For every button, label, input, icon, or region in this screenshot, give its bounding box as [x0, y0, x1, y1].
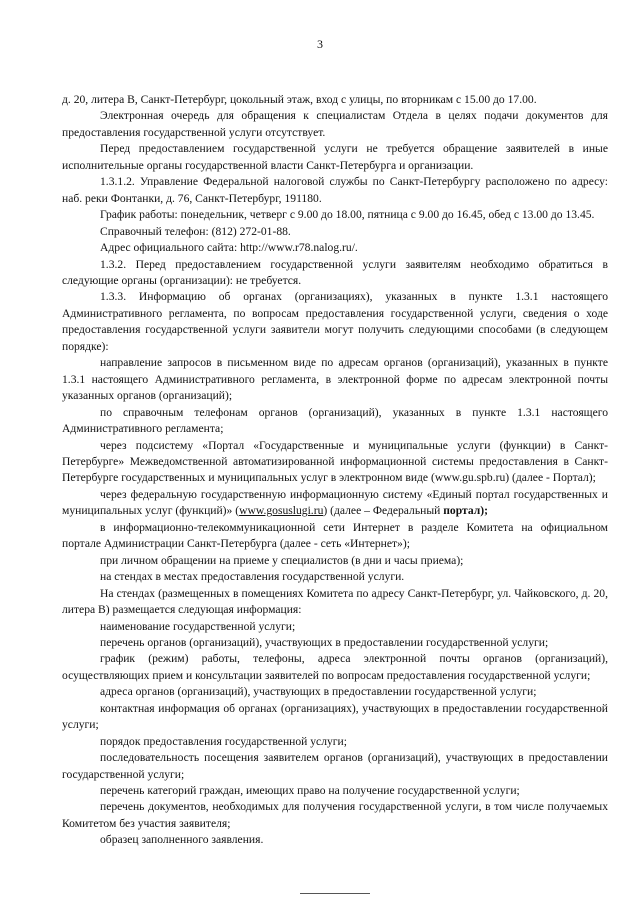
list-item: образец заполненного заявления.: [100, 833, 264, 847]
paragraph: по справочным телефонам органов (организаций), указанных в пункте 1.3.1 настоящего Административного регламента;: [62, 405, 608, 436]
page-number: 3: [317, 37, 323, 51]
gosuslugi-link[interactable]: www.gosuslugi.ru: [239, 504, 324, 518]
document-body: [62, 92, 608, 849]
federal-portal-text-2: ) (далее – Федеральный: [323, 504, 444, 518]
list-item: адреса органов (организаций), участвующих в предоставлении государственной услуги;: [100, 685, 537, 699]
paragraph: Перед предоставлением государственной услуги не требуется обращение заявителей в иные исполнительные органы государственной власти Санкт-Петербурга и организации.: [62, 142, 608, 172]
paragraph: на стендах в местах предоставления государственной услуги.: [100, 570, 405, 584]
paragraph-federal-portal: [62, 487, 608, 520]
federal-portal-text: через федеральную государственную информационную систему «Единый портал государственных и муниципальных услуг (функций)» (: [62, 487, 608, 518]
list-item: контактная информация об органах (организациях), участвующих в предоставлении государственной услуги;: [62, 701, 608, 732]
list-item: перечень органов (организаций), участвующих в предоставлении государственной услуги;: [100, 635, 549, 649]
paragraph: График работы: понедельник, четверг с 9.00 до 18.00, пятница с 9.00 до 16.45, обед с 13.00 до 13.45.: [100, 208, 595, 222]
paragraph: 1.3.1.2. Управление Федеральной налоговой службы по Санкт-Петербургу расположено по адресу: наб. реки Фонтанки, д. 76, Санкт-Петербург, 191180.: [62, 175, 608, 205]
paragraph: при личном обращении на приеме у специалистов (в дни и часы приема);: [100, 553, 464, 567]
list-item: наименование государственной услуги;: [100, 619, 296, 633]
paragraph: 1.3.2. Перед предоставлением государственной услуги заявителям необходимо обратиться в следующие органы (организации): не требуется.: [62, 257, 608, 287]
paragraph: Адрес официального сайта: http://www.r78.nalog.ru/.: [100, 241, 358, 255]
paragraph: направление запросов в письменном виде по адресам органов (организаций), указанных в пункте 1.3.1 настоящего Административного регламента, в электронной форме по адресам электронной почты указанных органов (организаций);: [62, 356, 608, 403]
paragraph: Электронная очередь для обращения к специалистам Отдела в целях подачи документов для предоставления государственной услуги отсутствует.: [62, 109, 608, 139]
paragraph: 1.3.3. Информацию об органах (организациях), указанных в пункте 1.3.1 настоящего Административного регламента, по вопросам предоставления государственной услуги, сведения о ходе предоставления государственной услуги заявители могут получить следующими способами (в следующем порядке):: [62, 290, 608, 353]
list-item: последовательность посещения заявителем органов (организаций), участвующих в предоставлении государственной услуги;: [62, 751, 608, 781]
list-item: график (режим) работы, телефоны, адреса электронной почты органов (организаций), осуществляющих прием и консультации заявителей по вопросам предоставления государственной услуги;: [62, 652, 608, 682]
paragraph: в информационно-телекоммуникационной сети Интернет в разделе Комитета на официальном портале Администрации Санкт-Петербурга (далее - сеть «Интернет»);: [62, 520, 608, 551]
paragraph: На стендах (размещенных в помещениях Комитета по адресу Санкт-Петербург, ул. Чайковского, д. 20, литера В) размещается следующая информация:: [62, 586, 608, 617]
paragraph: через подсистему «Портал «Государственные и муниципальные услуги (функции) в Санкт-Петербурге» Межведомственной автоматизированной информационной системы предоставления в Санкт-Петербурге государственных и муниципальных услуг в электронном виде (www.gu.spb.ru) (далее - Портал);: [62, 438, 608, 485]
paragraph: д. 20, литера В, Санкт-Петербург, цокольный этаж, вход с улицы, по вторникам с 15.00 до 17.00.: [62, 93, 537, 106]
list-item: перечень категорий граждан, имеющих право на получение государственной услуги;: [100, 784, 520, 798]
paragraph: Справочный телефон: (812) 272-01-88.: [100, 224, 291, 238]
list-item: перечень документов, необходимых для получения государственной услуги, в том числе получаемых Комитетом без участия заявителя;: [62, 800, 608, 830]
federal-portal-bold: портал);: [443, 504, 488, 518]
scan-artifact-line: [300, 893, 370, 894]
list-item: порядок предоставления государственной услуги;: [100, 734, 347, 748]
